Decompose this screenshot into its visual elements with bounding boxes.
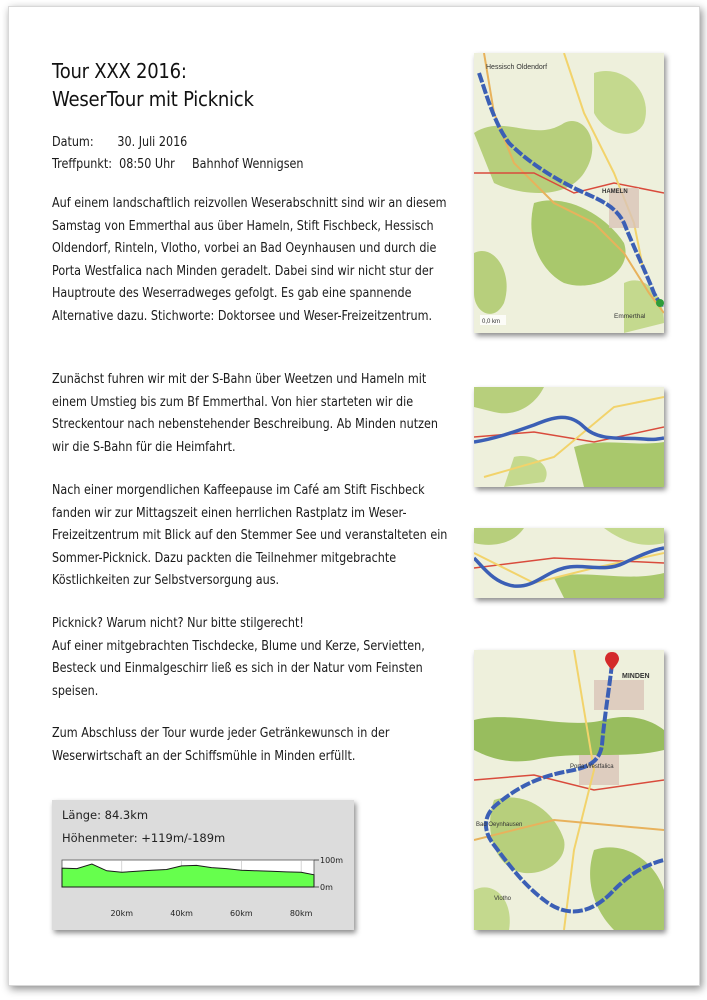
paragraph-4-body: Auf einer mitgebrachten Tischdecke, Blume und Kerze, Servietten, Besteck und Einmalgeschirr ließ es sich in der Natur vom Feinsten speisen. [52,638,425,699]
date-row [52,132,304,154]
x-tick-label-3: 80km [289,909,313,918]
route-map-segment-2 [474,387,664,487]
y-tick-label-1: 0m [320,883,333,892]
paragraph-3: Nach einer morgendlichen Kaffeepause im Café am Stift Fischbeck fanden wir zur Mittagszeit einen herrlichen Rastplatz im Weser-Freizeitzentrum mit Blick auf den Stemmer See und veranstalteten ein Sommer-Picknick. Dazu packten die Teilnehmer mitgebrachte Köstlichkeiten zur Selbstversorgung aus. [52,483,448,589]
meeting-time: 08:50 Uhr [119,157,175,172]
paragraph-4-line-1: Picknick? Warum nicht? Nur bitte stilgerecht! [52,616,304,631]
route-map-hameln [474,53,664,333]
map4-label-oeynhausen: Bad Oeynhausen [476,822,523,828]
map1-scale-label: 0,0 km [482,319,501,325]
tour-meta [52,132,304,176]
map1-label-hameln: HAMELN [602,189,628,195]
y-tick-label-0: 100m [320,856,344,865]
meeting-row [52,154,304,176]
elevation-chart [52,800,354,930]
title-line-1: Tour XXX 2016: [52,59,187,83]
elevation-profile [52,800,354,930]
map4-label-porta: Porta Westfalica [570,764,614,770]
title-line-2: WeserTour mit Picknick [52,87,254,111]
date-value: 30. Juli 2016 [117,135,188,150]
elevation-gain: Höhenmeter: +119m/-189m [62,831,226,845]
x-tick-label-1: 40km [170,909,193,918]
date-label: Datum: [52,135,94,150]
map1-label-emmerthal: Emmerthal [614,313,646,320]
meeting-place: Bahnhof Wennigsen [191,157,304,172]
paragraph-1: Auf einem landschaftlich reizvollen Weserabschnitt sind wir an diesem Samstag von Emmerthal aus über Hameln, Stift Fischbeck, Hessisch Oldendorf, Rinteln, Vlotho, vorbei an Bad Oeynhausen und durch die Porta Westfalica nach Minden geradelt. Dabei sind wir nicht stur der Hauptroute des Weserradweges gefolgt. Es gab eine spannende Alternative dazu. Stichworte: Doktorsee und Weser-Freizeitzentrum. [52,196,447,324]
x-tick-label-2: 60km [230,909,253,918]
route-map-segment-3 [474,528,664,598]
meeting-label: Treffpunkt: [52,157,113,172]
route-length: Länge: 84.3km [62,808,149,822]
paragraph-2: Zunächst fuhren wir mit der S-Bahn über Weetzen und Hameln mit einem Umstieg bis zum Bf Emmerthal. Von hier starteten wir die Streckentour nach nebenstehender Beschreibung. Ab Minden nutzen wir die S-Bahn für die Heimfahrt. [52,372,438,455]
page-title [52,57,254,113]
x-tick-label-0: 20km [110,909,134,918]
route-map-minden [474,650,664,930]
map1-label-oldendorf: Hessisch Oldendorf [486,64,548,71]
paragraph-4 [52,613,448,703]
paragraph-5: Zum Abschluss der Tour wurde jeder Getränkewunsch in der Weserwirtschaft an der Schiffsmühle in Minden erfüllt. [52,726,390,764]
map4-label-vlotho: Vlotho [494,896,512,902]
map4-label-minden: MINDEN [622,673,650,680]
